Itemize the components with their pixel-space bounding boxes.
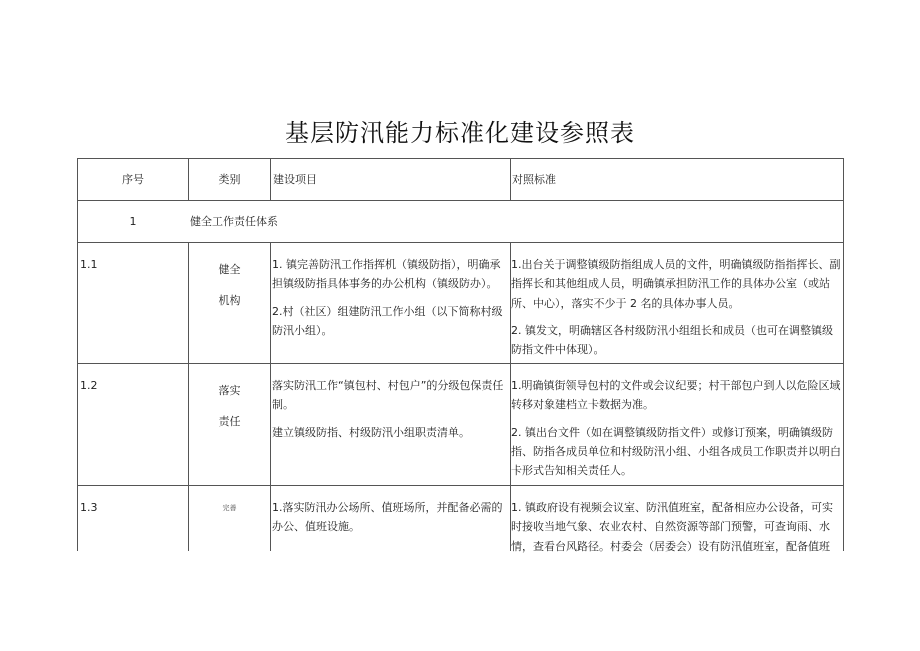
row-number: 1.2 — [80, 379, 98, 392]
row-divider — [77, 200, 844, 201]
row-standard — [511, 255, 841, 359]
row-standard — [511, 498, 841, 556]
row-item — [272, 255, 508, 340]
column-divider — [270, 158, 271, 200]
category-line: 落实 — [218, 384, 241, 397]
table-border-top — [77, 158, 844, 159]
category-line: 机构 — [218, 293, 241, 307]
section-label: 健全工作责任体系 — [190, 215, 278, 228]
item-text: 建立镇级防指、村级防汛小组职责清单。 — [272, 425, 470, 439]
standard-text: 1. 镇政府设有视频会议室、防汛值班室，配备相应办公设备，可实时接收当地气象、农业农村、自然资源等部门预警，可查询雨、水情，查看台风路径。村委会（居委会）设有防汛值班室，配备值班 — [511, 501, 833, 553]
section-no: 1 — [129, 215, 137, 228]
standard-text: 2. 镇出台文件（如在调整镇级防指文件）或修订预案，明确镇级防指、防指各成员单位和村级防汛小组、小组各成员工作职责并以明白卡形式告知相关责任人。 — [511, 425, 841, 477]
category-line: 责任 — [218, 414, 241, 428]
row-divider — [77, 242, 844, 243]
row-divider — [77, 363, 844, 364]
category-line: 健全 — [218, 263, 241, 276]
column-divider — [270, 242, 271, 551]
item-text: 1.落实防汛办公场所、值班场所，并配备必需的办公、值班设施。 — [272, 501, 503, 534]
standard-text: 1.出台关于调整镇级防指组成人员的文件，明确镇级防指指挥长、副指挥长和其他组成人员，明确镇承担防汛工作的具体办公室（或站所、中心），落实不少于 2 名的具体办事人员。 — [511, 258, 841, 310]
row-item — [272, 498, 508, 537]
row-item — [272, 376, 508, 442]
header-standard: 对照标准 — [512, 173, 556, 186]
item-text: 1. 镇完善防汛工作指挥机（镇级防指），明确承担镇级防指具体事务的办公机构（镇级防办）。 — [272, 258, 501, 291]
item-text: 2.村（社区）组建防汛工作小组（以下简称村级防汛小组）。 — [272, 304, 503, 337]
column-divider — [510, 158, 511, 200]
row-number: 1.1 — [80, 258, 98, 271]
row-standard — [511, 376, 841, 480]
table-border-right — [843, 158, 844, 551]
row-category — [189, 376, 270, 438]
standard-text: 1.明确镇街领导包村的文件或会议纪要；村干部包户到人以危险区域转移对象建档立卡数据为准。 — [511, 379, 841, 412]
header-item: 建设项目 — [273, 173, 317, 186]
row-divider — [77, 485, 844, 486]
row-category: 完善 — [222, 504, 237, 512]
item-text: 落实防汛工作“镇包村、村包户”的分级包保责任制。 — [272, 379, 504, 412]
document-title: 基层防汛能力标准化建设参照表 — [285, 119, 635, 147]
standard-text: 2. 镇发文，明确辖区各村级防汛小组组长和成员（也可在调整镇级防指文件中体现）。 — [511, 323, 833, 356]
row-category — [189, 255, 270, 317]
row-number: 1.3 — [80, 501, 98, 514]
header-category: 类别 — [218, 173, 241, 186]
header-no: 序号 — [122, 173, 144, 186]
